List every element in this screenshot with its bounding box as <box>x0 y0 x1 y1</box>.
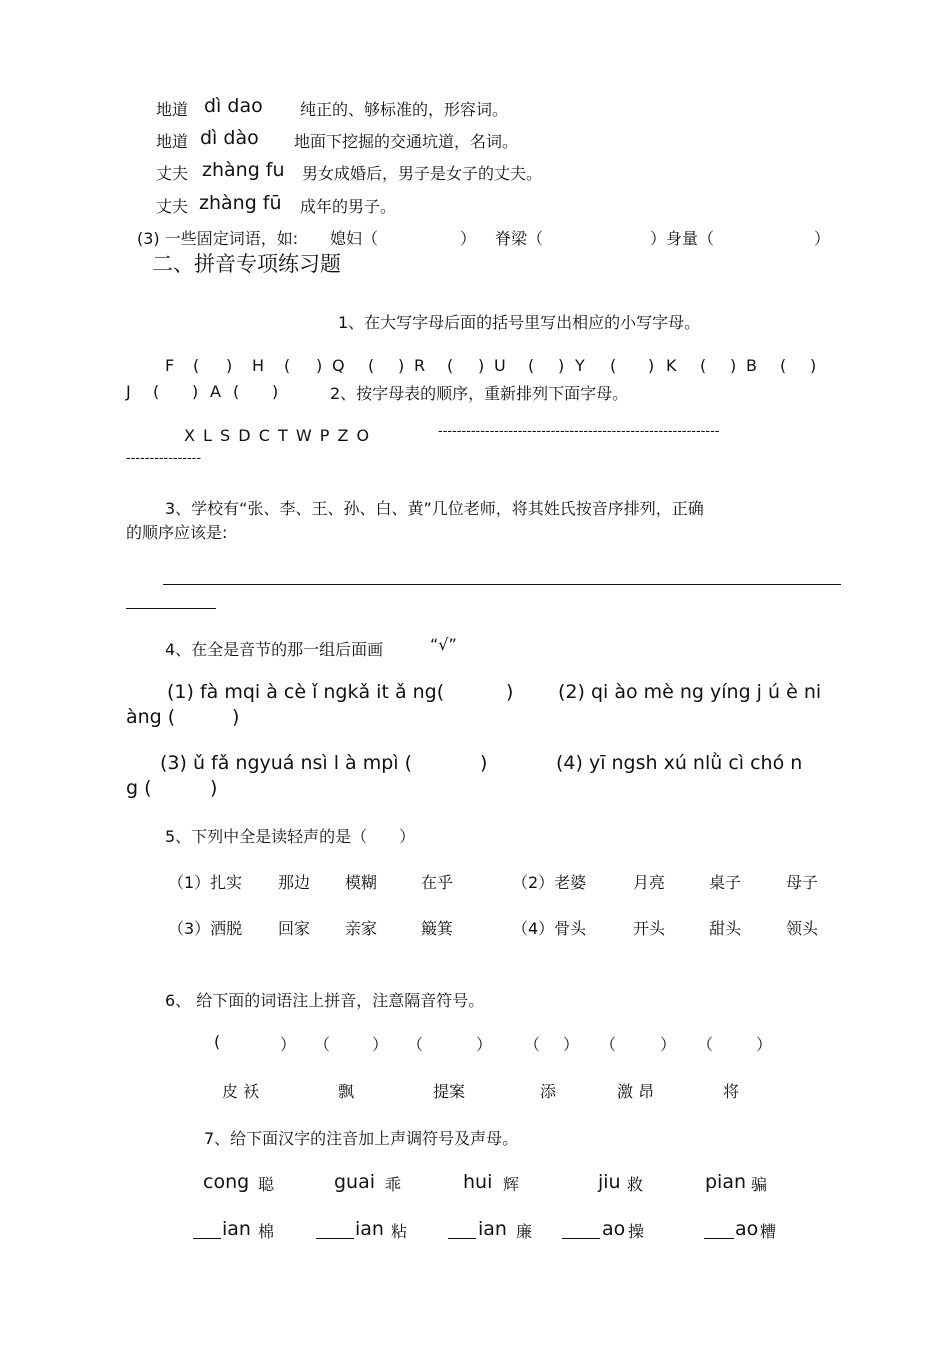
paren: ) <box>232 706 240 728</box>
blank-line <box>704 1238 734 1239</box>
option-word: 回家 <box>278 919 311 938</box>
q4-group-2: (2) qi ào mè ng yíng j ú è ni <box>558 681 822 703</box>
letter: Y <box>575 356 585 375</box>
hanzi: 聪 <box>258 1175 275 1194</box>
letter: U <box>494 356 506 375</box>
paren: ) <box>506 681 514 703</box>
q4-group-4: (4) yī ngsh xú nlǜ cì chó n <box>556 752 803 774</box>
meaning: 成年的男子。 <box>300 197 397 216</box>
answer-dashes: ------------------------------------------------------------ <box>438 424 720 439</box>
option-word: 桌子 <box>709 873 742 892</box>
paren: ( <box>700 356 707 375</box>
hanzi: 棉 <box>258 1222 275 1241</box>
pinyin: ian <box>222 1218 251 1240</box>
q3-line1: 3、学校有“张、李、王、孙、白、黄”几位老师，将其姓氏按音序排列，正确 <box>165 499 704 518</box>
paren: ) <box>316 356 323 375</box>
paren: ( <box>284 356 291 375</box>
word: 丈夫 <box>156 164 189 183</box>
paren: ( <box>780 356 787 375</box>
q4-group-4-cont: g ( <box>126 777 152 799</box>
pinyin: ao <box>735 1218 759 1240</box>
q4-group-3: (3) ǔ fǎ ngyuá nsì l à mpì ( <box>160 752 413 774</box>
q2-title: 2、按字母表的顺序，重新排列下面字母。 <box>330 384 629 403</box>
pinyin: pian <box>705 1171 747 1193</box>
q6-word: 将 <box>723 1082 740 1101</box>
paren: ( <box>153 382 160 401</box>
paren: ( <box>610 356 617 375</box>
letter: F <box>165 356 175 375</box>
paren: ) <box>272 382 279 401</box>
q4-title: 4、在全是音节的那一组后面画 <box>165 640 384 659</box>
blank-line <box>562 1238 600 1239</box>
meaning: 纯正的、够标准的，形容词。 <box>300 100 509 119</box>
paren: ( <box>447 356 454 375</box>
paren: ） <box>476 1035 493 1054</box>
fixed-word-3: ）身量（ <box>650 229 715 248</box>
paren: ) <box>210 777 218 799</box>
letter: K <box>666 356 677 375</box>
checkmark-quote: “√” <box>430 635 457 654</box>
paren: ） <box>660 1035 677 1054</box>
paren: ( <box>233 382 240 401</box>
q6-title: 6、 给下面的词语注上拼音，注意隔音符号。 <box>165 991 485 1010</box>
paren: ) <box>558 356 565 375</box>
option-word: 亲家 <box>345 919 378 938</box>
hanzi: 粘 <box>391 1222 408 1241</box>
paren: ） <box>756 1035 773 1054</box>
meaning: 地面下挖掘的交通坑道，名词。 <box>294 132 519 151</box>
word: 地道 <box>156 132 189 151</box>
option-word: 在乎 <box>421 873 454 892</box>
pinyin: zhàng fu <box>202 159 285 181</box>
q4-group-2-cont: àng ( <box>126 706 176 728</box>
pinyin: jiu <box>598 1171 621 1193</box>
letter: B <box>746 356 757 375</box>
letter: J <box>126 382 131 401</box>
bracket-close: ） <box>814 229 831 248</box>
paren: （ <box>314 1035 331 1054</box>
paren: ） <box>280 1035 297 1054</box>
hanzi: 乖 <box>385 1175 402 1194</box>
paren: ) <box>730 356 737 375</box>
hanzi: 廉 <box>516 1222 533 1241</box>
fixed-words-intro: (3) 一些固定词语，如: <box>137 229 299 248</box>
paren: ） <box>372 1035 389 1054</box>
answer-dashes: ---------------- <box>126 451 202 466</box>
section-title: 二、拼音专项练习题 <box>152 252 341 276</box>
meaning: 男女成婚后，男子是女子的丈夫。 <box>302 164 543 183</box>
letter: A <box>210 382 221 401</box>
option-word: （4）骨头 <box>512 919 587 938</box>
letter: Q <box>332 356 345 375</box>
pinyin: dì dao <box>204 95 263 117</box>
q6-word: 飘 <box>338 1082 355 1101</box>
option-word: 开头 <box>633 919 666 938</box>
paren: ) <box>226 356 233 375</box>
q6-word: 提案 <box>433 1082 466 1101</box>
answer-line <box>126 608 216 609</box>
q1-title: 1、在大写字母后面的括号里写出相应的小写字母。 <box>338 313 701 332</box>
hanzi: 操 <box>628 1222 645 1241</box>
pinyin: ao <box>602 1218 626 1240</box>
option-word: 月亮 <box>633 873 666 892</box>
option-word: 模糊 <box>345 873 378 892</box>
pinyin: zhàng fū <box>199 192 282 214</box>
paren: ) <box>648 356 655 375</box>
option-word: 甜头 <box>709 919 742 938</box>
q3-line2: 的顺序应该是: <box>126 523 228 542</box>
q6-word: 皮 袄 <box>222 1082 260 1101</box>
paren: （ <box>600 1035 617 1054</box>
paren: ( <box>528 356 535 375</box>
q6-word: 添 <box>540 1082 557 1101</box>
option-word: 领头 <box>786 919 819 938</box>
hanzi: 糟 <box>760 1222 777 1241</box>
letter: R <box>414 356 426 375</box>
hanzi: 辉 <box>503 1175 520 1194</box>
paren: （ <box>407 1035 424 1054</box>
q2-letters: X L S D C T W P Z O <box>184 426 370 445</box>
option-word: 簸箕 <box>421 919 454 938</box>
paren: （ <box>697 1035 714 1054</box>
hanzi: 骗 <box>751 1175 768 1194</box>
pinyin: ian <box>355 1218 384 1240</box>
paren: ) <box>192 382 199 401</box>
option-word: （1）扎实 <box>168 873 243 892</box>
option-word: 母子 <box>786 873 819 892</box>
fixed-word-2: 脊梁（ <box>495 229 544 248</box>
blank-line <box>193 1238 221 1239</box>
word: 丈夫 <box>156 197 189 216</box>
option-word: （2）老婆 <box>512 873 587 892</box>
paren: ) <box>478 356 485 375</box>
option-word: 那边 <box>278 873 311 892</box>
bracket-close: ） <box>460 229 477 248</box>
paren: ) <box>398 356 405 375</box>
q4-group-1: (1) fà mqi à cè ǐ ngkǎ it ǎ ng( <box>167 681 445 703</box>
paren: ( <box>193 356 200 375</box>
hanzi: 救 <box>627 1175 644 1194</box>
fixed-word-1: 媳妇（ <box>330 229 379 248</box>
word: 地道 <box>156 100 189 119</box>
pinyin: guai <box>334 1171 376 1193</box>
pinyin: hui <box>463 1171 493 1193</box>
pinyin: cong <box>203 1171 250 1193</box>
pinyin: dì dào <box>200 127 259 149</box>
pinyin: ian <box>478 1218 507 1240</box>
letter: H <box>252 356 265 375</box>
q5-title: 5、下列中全是读轻声的是（ ） <box>165 827 416 846</box>
paren: ） <box>563 1035 580 1054</box>
blank-line <box>316 1238 354 1239</box>
paren: ) <box>810 356 817 375</box>
q6-word: 激 昂 <box>617 1082 655 1101</box>
q7-title: 7、给下面汉字的注音加上声调符号及声母。 <box>204 1129 519 1148</box>
paren: （ <box>524 1035 541 1054</box>
blank-line <box>448 1238 476 1239</box>
option-word: （3）洒脱 <box>168 919 243 938</box>
paren: ) <box>480 752 488 774</box>
answer-line <box>163 584 841 585</box>
paren: ( <box>368 356 375 375</box>
paren: ( <box>214 1032 221 1051</box>
